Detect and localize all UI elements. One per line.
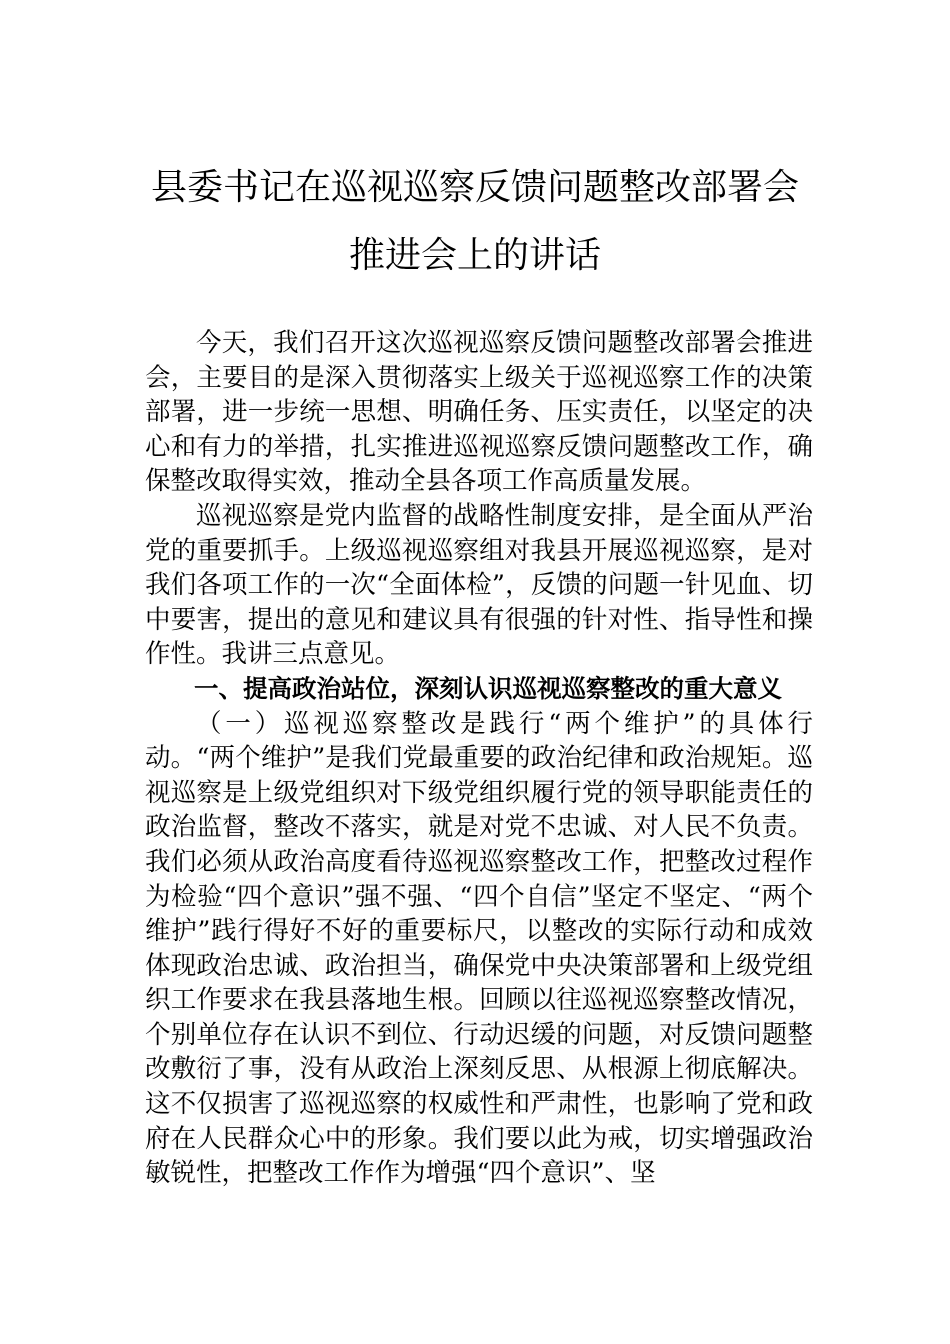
document-title-line-1: 县委书记在巡视巡察反馈问题整改部署会	[150, 167, 799, 208]
paragraph-significance: 巡视巡察是党内监督的战略性制度安排，是全面从严治党的重要抓手。上级巡视巡察组对我县开展巡视巡察，是对我们各项工作的一次“全面体检”，反馈的问题一针见血、切中要害，提出的意见和建议具有很强的针对性、指导性和操作性。我讲三点意见。	[145, 500, 813, 670]
paragraph-opening: 今天，我们召开这次巡视巡察反馈问题整改部署会推进会，主要目的是深入贯彻落实上级关于巡视巡察工作的决策部署，进一步统一思想、明确任务、压实责任，以坚定的决心和有力的举措，扎实推进巡视巡察反馈问题整改工作，确保整改取得实效，推动全县各项工作高质量发展。	[145, 328, 813, 497]
document-body	[145, 326, 813, 1191]
paragraph-subsection-1: （一）巡视巡察整改是践行“两个维护”的具体行动。“两个维护”是我们党最重要的政治纪律和政治规矩。巡视巡察是上级党组织对下级党组织履行党的领导职能责任的政治监督，整改不落实，就是对党不忠诚、对人民不负责。我们必须从政治高度看待巡视巡察整改工作，把整改过程作为检验“四个意识”强不强、“四个自信”坚定不坚定、“两个维护”践行得好不好的重要标尺，以整改的实际行动和成效体现政治忠诚、政治担当，确保党中央决策部署和上级党组织工作要求在我县落地生根。回顾以往巡视巡察整改情况，个别单位存在认识不到位、行动迟缓的问题，对反馈问题整改敷衍了事，没有从政治上深刻反思、从根源上彻底解决。这不仅损害了巡视巡察的权威性和严肃性，也影响了党和政府在人民群众心中的形象。我们要以此为戒，切实增强政治敏锐性，把整改工作作为增强“四个意识”、坚	[145, 708, 813, 1189]
section-heading-1: 一、提高政治站位，深刻认识巡视巡察整改的重大意义	[194, 673, 782, 703]
document-title-line-2: 推进会上的讲话	[348, 235, 601, 276]
